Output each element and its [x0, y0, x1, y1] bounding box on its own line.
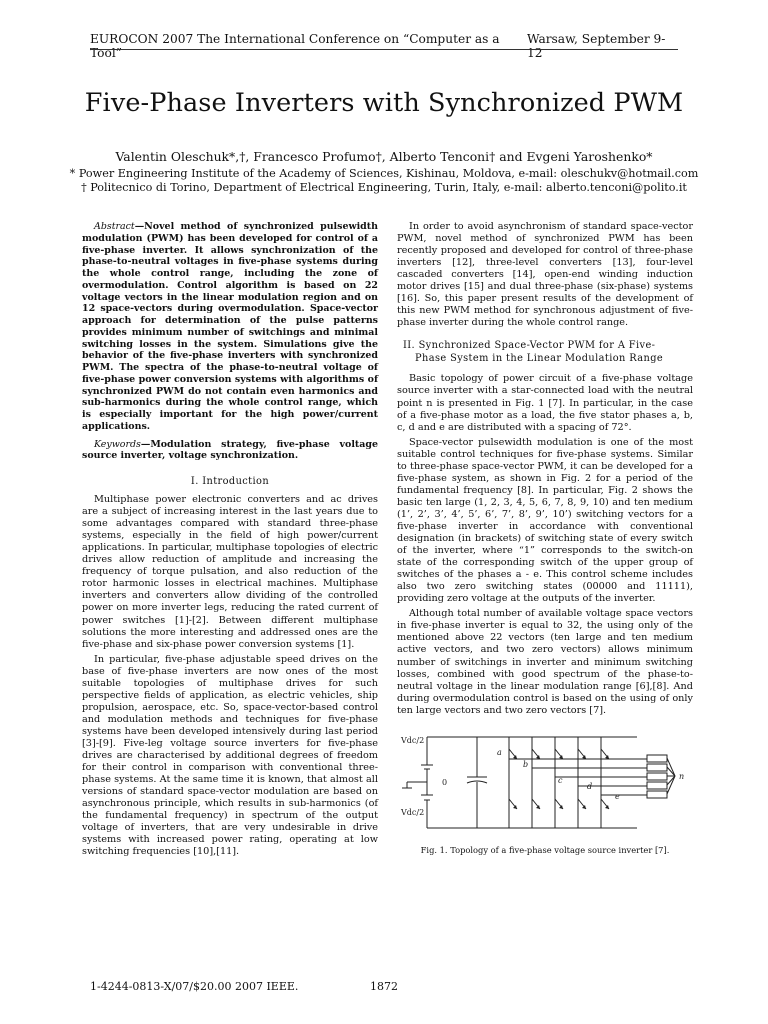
- inverter-circuit-diagram: [397, 725, 693, 840]
- label-vdc-bottom: Vdc/2: [401, 807, 425, 817]
- switch-arrow: [559, 805, 563, 809]
- section2-heading-line2: Phase System in the Linear Modulation Range: [415, 353, 664, 365]
- switch-arrow: [605, 805, 609, 809]
- keywords-label: Keywords: [94, 438, 141, 450]
- switch-arrow: [559, 755, 563, 759]
- abstract-text: —Novel method of synchronized pulsewidth modulation (PWM) has been developed for control of a five-phase inverter. It allows synchronization of the phase-to-neutral voltages in five-phase systems during the whole control range, including the zone of overmodulation. Control algorithm is based on 22 voltage vectors in the linear modulation region and on 12 space-vectors during overmodulation. Space-vector approach for determination of the pulse patterns provides minimum number of switchings and minimal switching losses in the system. Simulations give the behavior of the five-phase inverters with synchronized PWM. The spectra of the phase-to-neutral voltage of five-phase power conversion systems with algorithms of synchronized PWM do not contain even harmonics and sub-harmonics during the whole control range, which is especially important for the high power/current applications.: [82, 221, 378, 432]
- left-column: [82, 221, 378, 861]
- header-rule: [90, 49, 678, 50]
- running-header: [90, 32, 678, 60]
- label-vdc-top: Vdc/2: [401, 735, 425, 745]
- label-phase-c: c: [558, 775, 563, 785]
- load-star-4: [667, 776, 675, 785]
- switch-arrow: [536, 805, 540, 809]
- figure-1-caption: Fig. 1. Topology of a five-phase voltage source inverter [7].: [420, 844, 670, 855]
- label-phase-d: d: [587, 781, 593, 791]
- switch-arrow: [513, 755, 517, 759]
- label-phase-b: b: [523, 759, 529, 769]
- star-load: [647, 755, 667, 798]
- section2-paragraph-1: Basic topology of power circuit of a five-phase voltage source inverter with a star-connected load with the neutral point n is presented in Fig. 1 [7]. In particular, in the case of a five-phase motor as a load, the five stator phases a, b, c, d and e are distributed with a spacing of 72°.: [397, 373, 693, 433]
- section2-paragraph-3: Although total number of available voltage space vectors in five-phase inverter is equal to 32, the using only of the mentioned above 22 vectors (ten large and ten medium active vectors, and two zero vectors) allows minimum number of switchings in inverter and minimum switching losses, combined with good spectrum of the phase-to-neutral voltage in the linear modulation range [6],[8]. And during overmodulation control is based on the using of only ten large vectors and two zero vectors [7].: [397, 608, 693, 716]
- load-star-5: [667, 776, 675, 794]
- section2-heading-line1: II. Synchronized Space-Vector PWM for A Five-: [403, 340, 656, 352]
- section-heading-synchronized-pwm: [397, 339, 693, 365]
- keywords-text: —Modulation strategy, five-phase voltage source inverter, voltage synchronization.: [82, 438, 378, 462]
- copyright-footer: 1-4244-0813-X/07/$20.00 2007 IEEE.: [90, 980, 299, 993]
- load-star-1: [667, 758, 675, 776]
- label-zero: 0: [442, 777, 448, 787]
- keywords: [82, 439, 378, 463]
- paper-title: Five-Phase Inverters with Synchronized PWM: [84, 88, 684, 118]
- label-neutral-n: n: [679, 771, 685, 781]
- load-star-2: [667, 767, 675, 776]
- affiliation-1: * Power Engineering Institute of the Academy of Sciences, Kishinau, Moldova, e-mail: oleschukv@hotmail.com: [69, 167, 699, 180]
- figure-1-inverter-topology: [397, 725, 693, 840]
- running-header-right: Warsaw, September 9-12: [526, 32, 666, 60]
- section-heading-introduction: I. Introduction: [190, 476, 270, 487]
- right-intro-paragraph: In order to avoid asynchronism of standard space-vector PWM, novel method of synchronized PWM has been recently proposed and developed for control of three-phase inverters [12], three-level converters [13], four-level cascaded converters [14], open-end winding induction motor drives [15] and dual three-phase (six-phase) systems [16]. So, this paper present results of the development of this new PWM method for synchronous adjustment of five-phase inverter during the whole control range.: [397, 221, 693, 329]
- abstract: [82, 221, 378, 433]
- intro-paragraph-1: Multiphase power electronic converters and ac drives are a subject of increasing interest in the last years due to some advantages compared with standard three-phase systems, especially in the field of high power/current applications. In particular, multiphase topologies of electric drives allow reduction of amplitude and increasing the frequency of torque pulsation, and also reduction of the rotor harmonic losses in electrical machines. Multiphase inverters and converters allow dividing of the controlled power on more inverter legs, reducing the rated current of power switches [1]-[2]. Between different multiphase solutions the more interesting and addressed ones are the five-phase and six-phase power conversion systems [1].: [82, 494, 378, 650]
- label-phase-a: a: [497, 747, 502, 757]
- inverter-leg-e: [601, 737, 647, 828]
- switch-arrow: [582, 805, 586, 809]
- abstract-label: Abstract: [94, 221, 135, 232]
- right-column: [397, 221, 693, 856]
- section2-paragraph-2: Space-vector pulsewidth modulation is one of the most suitable control techniques for five-phase systems. Similar to three-phase space-vector PWM, it can be developed for a five-phase system, as shown in Fig. 2 for a period of the fundamental frequency [8]. In particular, Fig. 2 shows the basic ten large (1, 2, 3, 4, 5, 6, 7, 8, 9, 10) and ten medium (1’, 2’, 3’, 4’, 5’, 6’, 7’, 8’, 9’, 10’) switching vectors for a five-phase inverter in accordance with conventional designation (in brackets) of switching state of every switch of the inverter, where “1” corresponds to the switch-on state of the corresponding switch of the upper group of switches of the phases a - e. This control scheme includes also two zero switching states (00000 and 11111), providing zero voltage at the outputs of the inverter.: [397, 436, 693, 605]
- switch-arrow: [605, 755, 609, 759]
- switch-arrow: [536, 755, 540, 759]
- running-header-left: EUROCON 2007 The International Conference on “Computer as a Tool”: [90, 32, 500, 60]
- intro-paragraph-2: In particular, five-phase adjustable speed drives on the base of five-phase inverters are now ones of the most suitable topologies of multiphase drives for such perspective fields of application, as electric vehicles, ship propulsion, aerospace, etc. So, space-vector-based control and modulation methods and techniques for five-phase systems have been developed intensively during last period [3]-[9]. Five-leg voltage source inverters for five-phase drives are characterised by additional degrees of freedom for their control in comparison with conventional three-phase systems. At the same time it is known, that almost all versions of standard space-vector modulation are based on asynchronous principle, which results in sub-harmonics (of the fundamental frequency) in spectrum of the output voltage of inverters, that are very undesirable in drive systems with increased power rating, operating at low switching frequencies [10],[11].: [82, 653, 378, 858]
- affiliation-2: † Politecnico di Torino, Department of Electrical Engineering, Turin, Italy, e-mail: alberto.tenconi@polito.it: [81, 181, 687, 194]
- page-number: 1872: [370, 980, 398, 993]
- switch-arrow: [513, 805, 517, 809]
- switch-arrow: [582, 755, 586, 759]
- author-list: Valentin Oleschuk*,†, Francesco Profumo†, Alberto Tenconi† and Evgeni Yaroshenko*: [115, 149, 653, 164]
- label-phase-e: e: [615, 791, 620, 801]
